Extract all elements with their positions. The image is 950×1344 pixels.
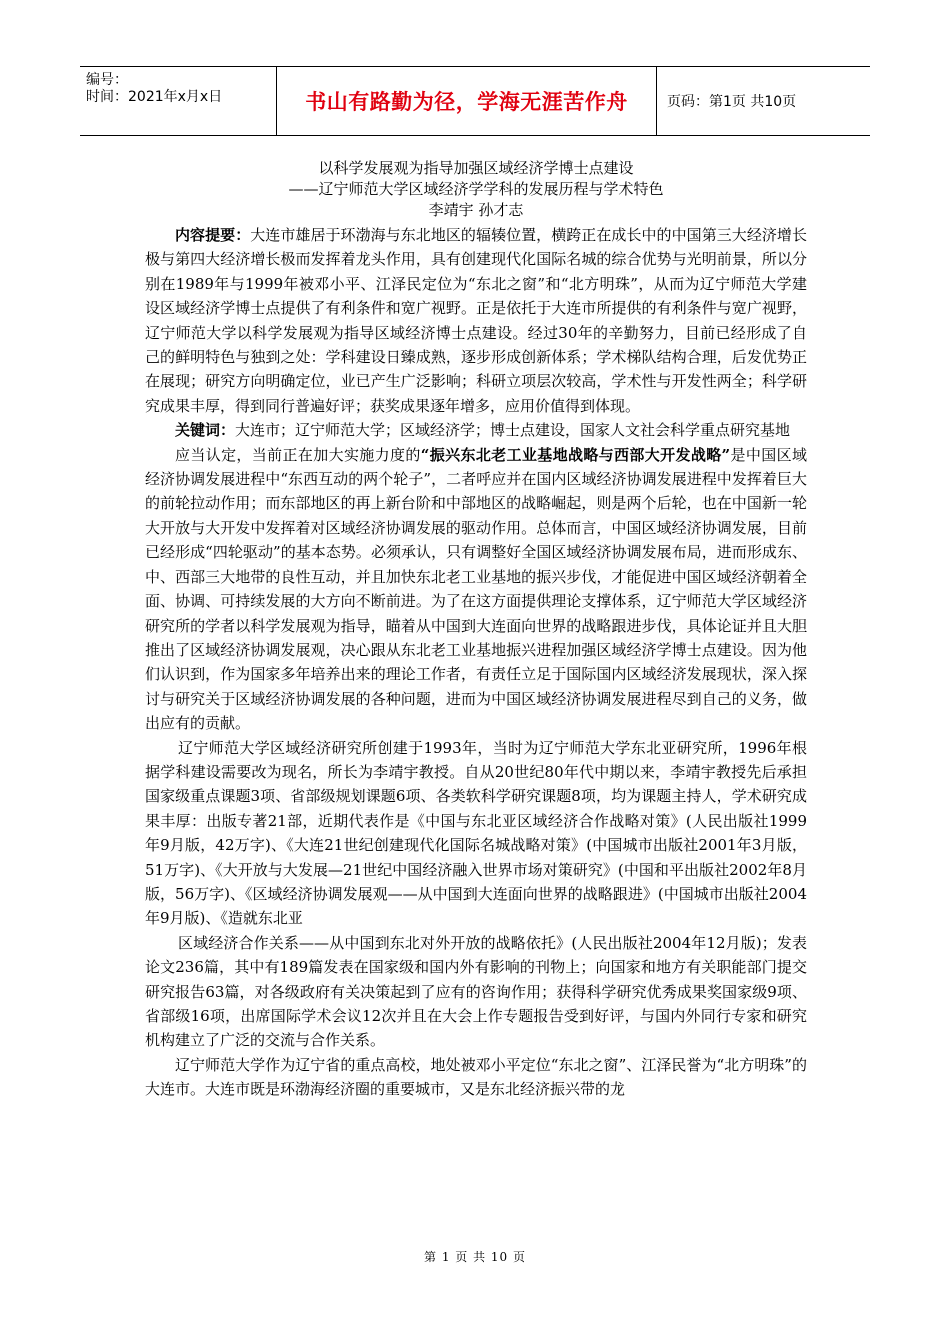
article-authors: 李靖宇 孙才志 (428, 201, 524, 219)
article-title: 以科学发展观为指导加强区域经济学博士点建设 (318, 159, 634, 177)
page-footer: 第 1 页 共 10 页 (424, 1250, 526, 1264)
keywords-paragraph (145, 418, 807, 442)
header-motto: 书山有路勤为径，学海无涯苦作舟 (277, 67, 657, 135)
p1-bold-strategy: “振兴东北老工业基地战略与西部大开发战略” (420, 445, 731, 464)
body-paragraph-3: 区域经济合作关系——从中国到东北对外开放的战略依托》(人民出版社2004年12月版)；发表论文236篇，其中有189篇发表在国家级和国内外有影响的刊物上；向国家和地方有关职能部门提交研究报告63篇，对各级政府有关决策起到了应有的咨询作用；获得科学研究优秀成果奖国家级9项、省部级16项，出席国际学术会议12次并且在大会上作专题报告受到好评，与国内外同行专家和研究机构建立了广泛的交流与合作关系。 (145, 933, 807, 1050)
page-header (80, 66, 870, 136)
body-paragraph-4: 辽宁师范大学作为辽宁省的重点高校，地处被邓小平定位“东北之窗”、江泽民誉为“北方明珠”的大连市。大连市既是环渤海经济圈的重要城市，又是东北经济振兴带的龙 (145, 1055, 807, 1099)
abstract-text: 大连市雄居于环渤海与东北地区的辐辏位置，横跨正在成长中的中国第三大经济增长极与第四大经济增长极而发挥着龙头作用，具有创建现代化国际名城的综合优势与光明前景，所以分别在1989年与1999年被邓小平、江泽民定位为“东北之窗”和“北方明珠”，从而为辽宁师范大学建设区域经济学博士点提供了有利条件和宽广视野。正是依托于大连市所提供的有利条件与宽广视野，辽宁师范大学以科学发展观为指导区域经济博士点建设。经过30年的辛勤努力，目前已经形成了自己的鲜明特色与独到之处：学科建设日臻成熟，逐步形成创新体系；学术梯队结构合理，后发优势正在展现；研究方向明确定位，业已产生广泛影响；科研立项层次较高，学术性与开发性两全；科学研究成果丰厚，得到同行普遍好评；获奖成果逐年增多，应用价值得到体现。 (145, 226, 807, 415)
article-subtitle: ——辽宁师范大学区域经济学学科的发展历程与学术特色 (288, 180, 664, 198)
p1-post: 是中国区域经济协调发展进程中“东西互动的两个轮子”，二者呼应并在国内区域经济协调发展进程中发挥着巨大的前轮拉动作用；而东部地区的再上新台阶和中部地区的战略崛起，则是两个后轮，也在中国新一轮大开放与大开发中发挥着对区域经济协调发展的驱动作用。总体而言，中国区域经济协调发展，目前已经形成“四轮驱动”的基本态势。必须承认，只有调整好全国区域经济协调发展布局，进而形成东、中、西部三大地带的良性互动，并且加快东北老工业基地的振兴步伐，才能促进中国区域经济朝着全面、协调、可持续发展的大方向不断前进。为了在这方面提供理论支撑体系，辽宁师范大学区域经济研究所的学者以科学发展观为指导，瞄着从中国到大连面向世界的战略跟进步伐，具体论证并且大胆推出了区域经济协调发展观，决心跟从东北老工业基地振兴进程加强区域经济学博士点建设。因为他们认识到，作为国家多年培养出来的理论工作者，有责任立足于国际国内区域经济发展现状，深入探讨与研究关于区域经济协调发展的各种问题，进而为中国区域经济协调发展进程尽到自己的义务，做出应有的贡献。 (145, 445, 807, 733)
header-page-info: 页码：第1页 共10页 (667, 94, 797, 110)
abstract-label: 内容提要： (175, 226, 251, 244)
body-paragraph-2: 辽宁师范大学区域经济研究所创建于1993年，当时为辽宁师范大学东北亚研究所，1996年根据学科建设需要改为现名，所长为李靖宇教授。自从20世纪80年代中期以来，李靖宇教授先后承担国家级重点课题3项、省部级规划课题6项、各类软科学研究课题8项，均为课题主持人，学术研究成果丰厚：出版专著21部，近期代表作是《中国与东北亚区域经济合作战略对策》(人民出版社1999年9月版，42万字)、《大连21世纪创建现代化国际名城战略对策》(中国城市出版社2001年3月版，51万字)、《大开放与大发展—21世纪中国经济融入世界市场对策研究》(中国和平出版社2002年8月版，56万字)、《区域经济协调发展观——从中国到大连面向世界的战略跟进》(中国城市出版社2004年9月版)、《造就东北亚 (145, 738, 807, 928)
header-meta (80, 67, 277, 135)
document-time-label: 时间：2021年x月x日 (86, 89, 223, 105)
document-number-label: 编号： (86, 72, 128, 88)
body-paragraph-1 (145, 443, 807, 736)
keywords-label: 关键词： (175, 421, 236, 440)
abstract-paragraph (145, 223, 807, 418)
p1-pre: 应当认定，当前正在加大实施力度的 (175, 445, 421, 464)
keywords-text: 大连市；辽宁师范大学；区域经济学；博士点建设，国家人文社会科学重点研究基地 (235, 421, 791, 440)
document-body (145, 158, 807, 1102)
